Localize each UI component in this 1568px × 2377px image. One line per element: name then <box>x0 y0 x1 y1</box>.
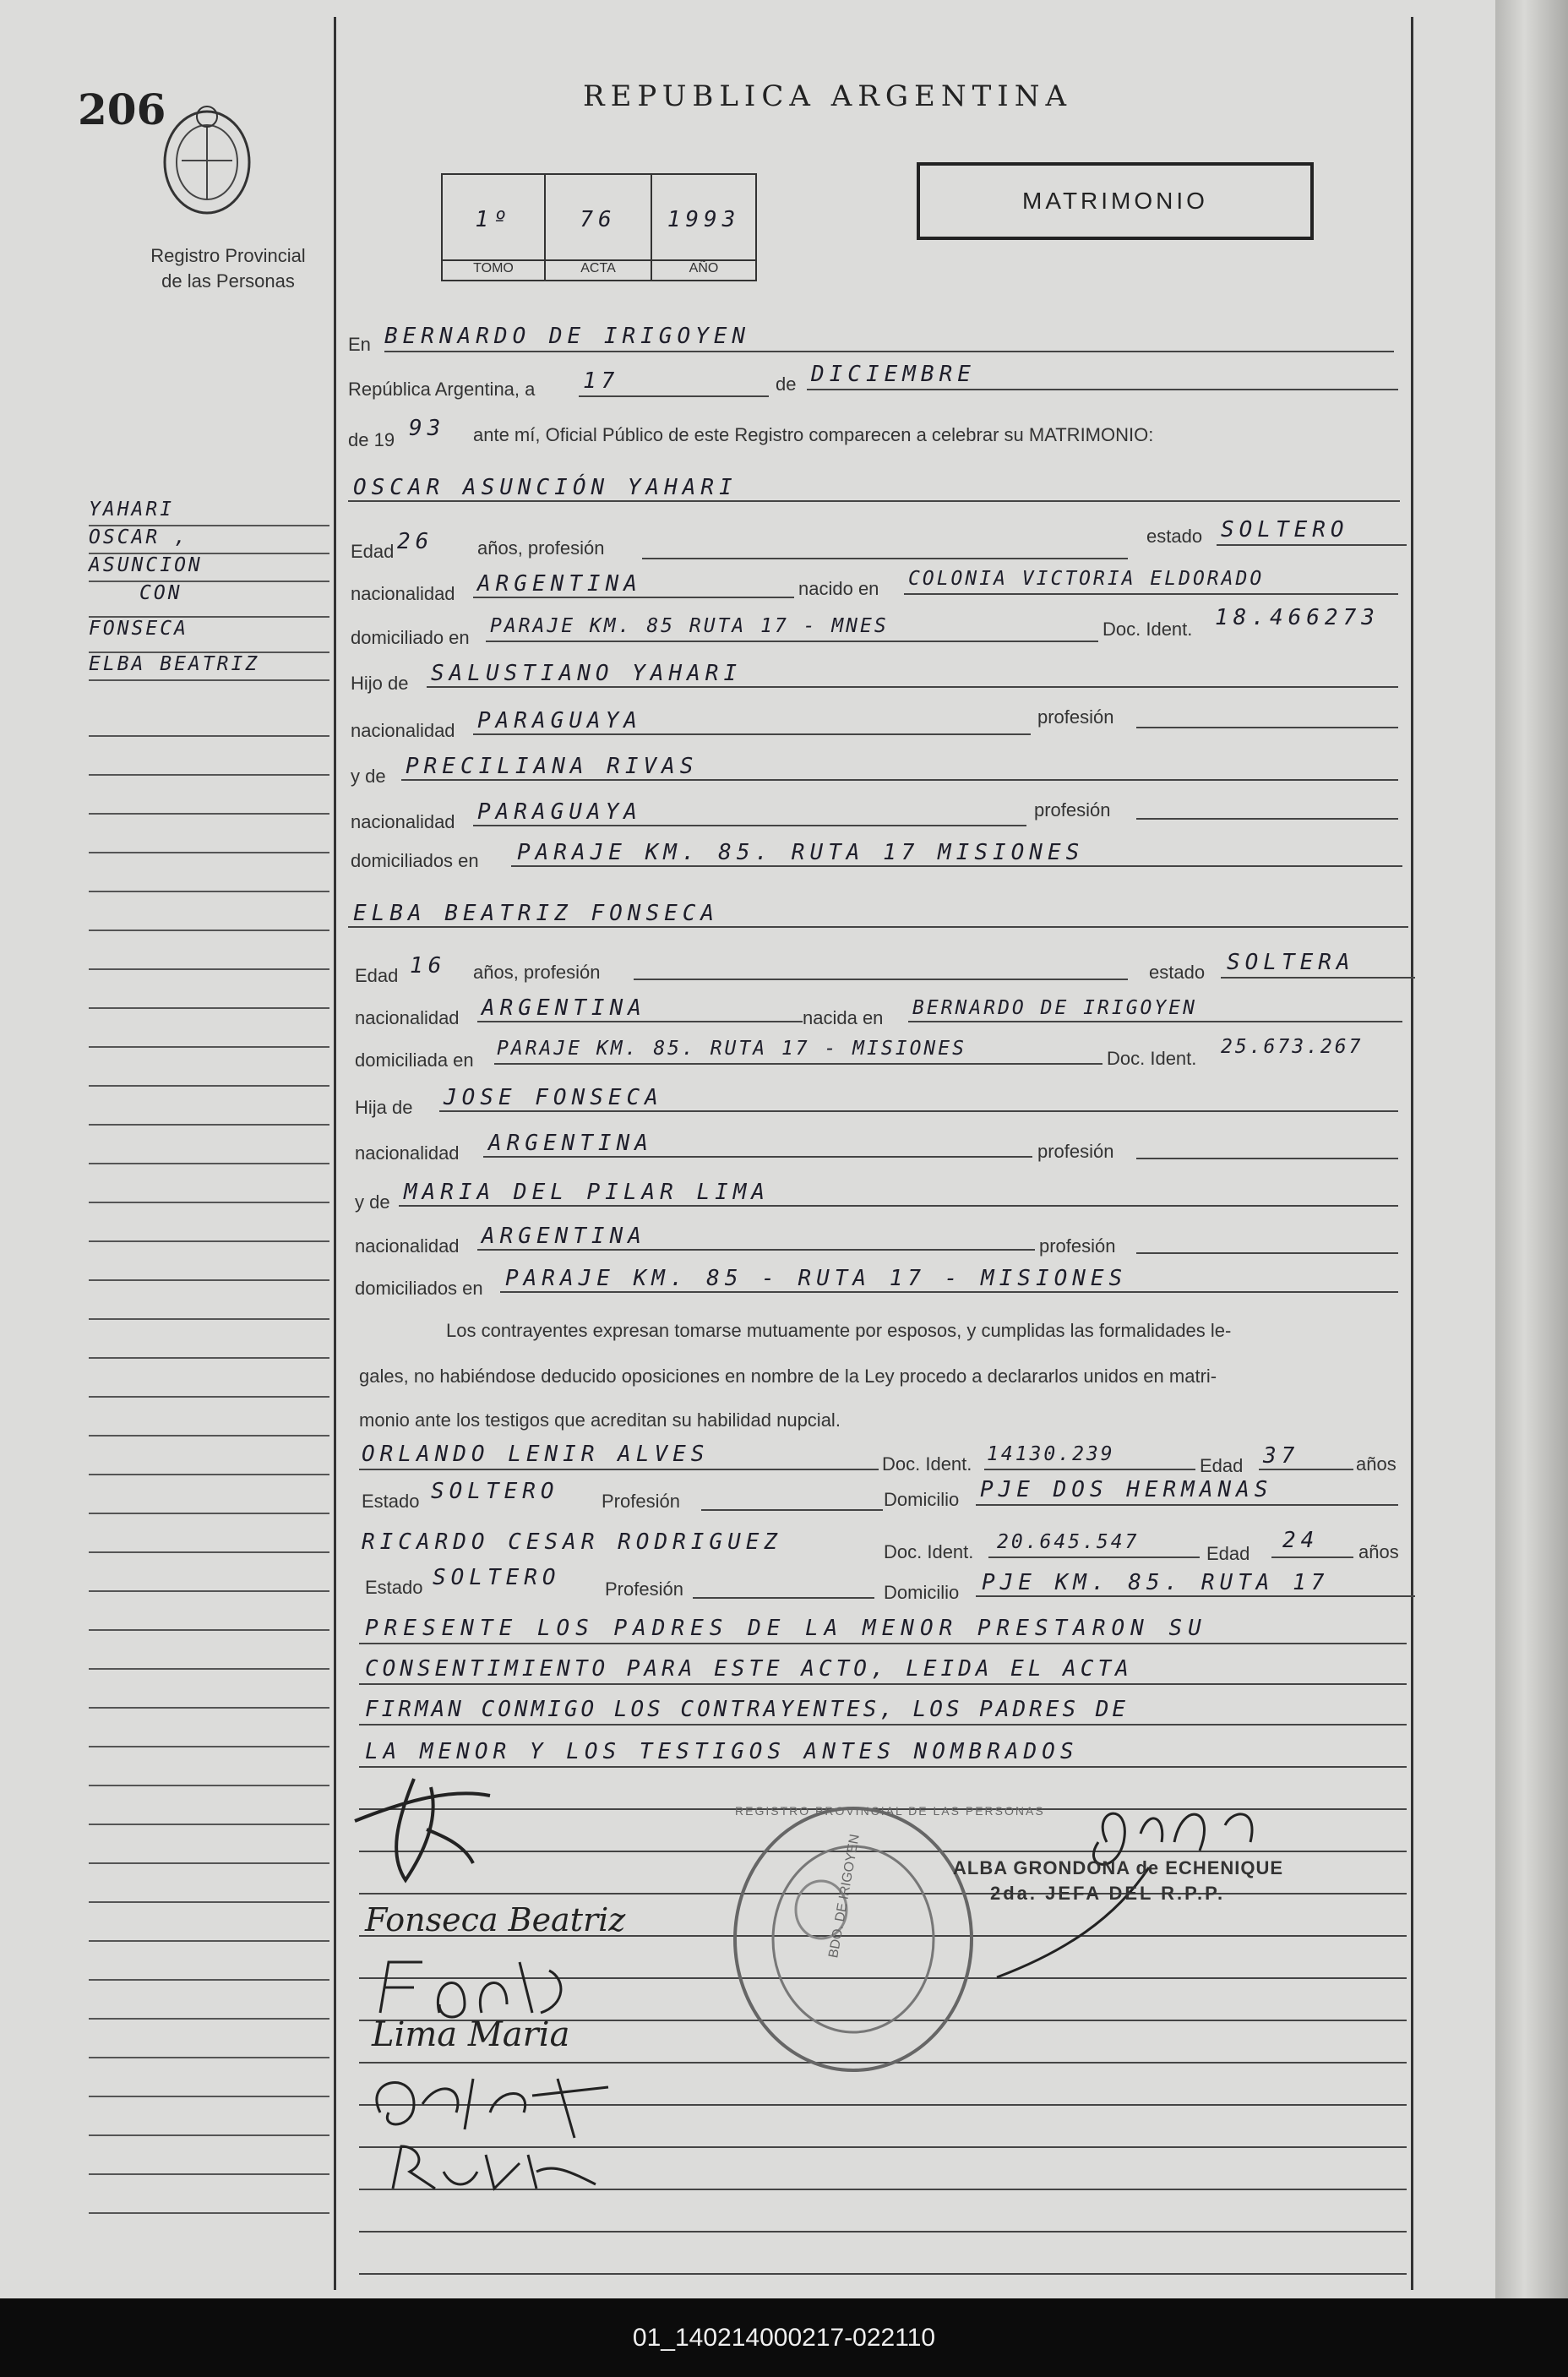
groom-estado-label: estado <box>1146 526 1203 547</box>
bride-doc-label: Doc. Ident. <box>1107 1048 1197 1069</box>
groom-doc-label: Doc. Ident. <box>1102 619 1193 640</box>
bride-father-label: Hija de <box>355 1097 413 1118</box>
seal-inner-text: BDO. DE IRIGOYEN <box>826 1833 863 1960</box>
ano-label: AÑO <box>652 259 755 276</box>
witness2-doc-label: Doc. Ident. <box>884 1541 974 1562</box>
margin-name: ASUNCION <box>89 554 203 576</box>
official-name: ALBA GRONDONA de ECHENIQUE <box>953 1857 1284 1878</box>
groom-father-label: Hijo de <box>351 673 409 694</box>
right-border-line <box>1411 17 1413 2290</box>
bride-birthplace: BERNARDO DE IRIGOYEN <box>912 997 1197 1019</box>
groom-domicile: PARAJE KM. 85 RUTA 17 - MNES <box>490 615 889 637</box>
witness2-dom-label: Domicilio <box>884 1582 960 1603</box>
bride-name: ELBA BEATRIZ FONSECA <box>353 901 720 926</box>
groom-nac-label: nacionalidad <box>351 583 455 604</box>
witness1-domicile: PJE DOS HERMANAS <box>980 1477 1273 1502</box>
groom-parents-dom-label: domiciliados en <box>351 850 479 871</box>
groom-nationality: ARGENTINA <box>477 571 642 597</box>
groom-age: 26 <box>397 529 434 554</box>
tomo-value: 1º <box>475 207 512 232</box>
witness2-anos-label: años <box>1358 1541 1399 1562</box>
bride-mother: MARIA DEL PILAR LIMA <box>404 1180 770 1205</box>
ano-value: 1993 <box>667 207 741 232</box>
bride-domicile: PARAJE KM. 85. RUTA 17 - MISIONES <box>497 1038 966 1060</box>
month-value: DICIEMBRE <box>811 362 976 387</box>
note-line-4: LA MENOR Y LOS TESTIGOS ANTES NOMBRADOS <box>365 1739 1079 1764</box>
margin-divider-line <box>334 17 336 2290</box>
day-value: 17 <box>583 368 620 394</box>
margin-name: ELBA BEATRIZ <box>89 653 260 675</box>
groom-anos-prof-label: años, profesión <box>477 537 605 559</box>
witness2-domicile: PJE KM. 85. RUTA 17 <box>982 1570 1330 1595</box>
signature-father <box>372 1954 574 2021</box>
groom-edad-label: Edad <box>351 541 395 562</box>
coat-of-arms-icon <box>156 101 258 228</box>
margin-name: OSCAR , <box>89 526 188 548</box>
bride-father-nat: ARGENTINA <box>488 1131 653 1156</box>
witness1-name: ORLANDO LENIR ALVES <box>362 1442 710 1467</box>
groom-nacido-label: nacido en <box>798 578 879 599</box>
image-id-footer: 01_140214000217-022110 <box>0 2298 1568 2377</box>
place-value: BERNARDO DE IRIGOYEN <box>384 324 751 349</box>
groom-estado: SOLTERO <box>1221 517 1349 542</box>
bride-nacido-label: nacida en <box>803 1007 884 1028</box>
bride-father-nat-label: nacionalidad <box>355 1142 460 1164</box>
signature-groom <box>346 1770 498 1889</box>
groom-mother-label: y de <box>351 766 386 787</box>
year-suffix: 93 <box>409 416 446 441</box>
groom-mother: PRECILIANA RIVAS <box>406 754 699 779</box>
registry-name: Registro Provincial de las Personas <box>150 245 306 292</box>
acta-label: ACTA <box>546 259 651 276</box>
witness2-doc: 20.645.547 <box>997 1531 1140 1553</box>
note-line-3: FIRMAN CONMIGO LOS CONTRAYENTES, LOS PADRES DE <box>365 1697 1130 1722</box>
declaration-line-1: Los contrayentes expresan tomarse mutuamente por esposos, y cumplidas las formalidades le- <box>446 1320 1232 1341</box>
witness2-prof-label: Profesión <box>605 1578 683 1600</box>
signature-mother: Lima Maria <box>372 2015 570 2054</box>
bride-mother-nat: ARGENTINA <box>482 1224 646 1249</box>
groom-dom-label: domiciliado en <box>351 627 470 648</box>
note-line-1: PRESENTE LOS PADRES DE LA MENOR PRESTARON SU <box>365 1616 1207 1641</box>
bride-estado-label: estado <box>1149 962 1206 983</box>
witness2-age: 24 <box>1282 1528 1320 1553</box>
witness1-doc: 14130.239 <box>987 1443 1115 1465</box>
bride-doc: 25.673.267 <box>1221 1036 1364 1058</box>
witness2-estado: SOLTERO <box>433 1565 561 1590</box>
tomo-label: TOMO <box>443 259 544 276</box>
record-table <box>441 173 757 281</box>
witness1-edad-label: Edad <box>1200 1455 1244 1476</box>
margin-name: CON <box>139 582 182 604</box>
bride-father: JOSE FONSECA <box>444 1085 663 1110</box>
groom-mother-prof-label: profesión <box>1034 799 1111 821</box>
bride-mother-prof-label: profesión <box>1039 1235 1116 1257</box>
official-title: 2da. JEFA DEL R.P.P. <box>990 1883 1226 1904</box>
bride-estado: SOLTERA <box>1227 950 1355 975</box>
witness1-estado-label: Estado <box>362 1491 420 1512</box>
country-title: REPUBLICA ARGENTINA <box>583 79 1073 113</box>
de-label: de <box>776 373 797 395</box>
witness1-doc-label: Doc. Ident. <box>882 1453 972 1475</box>
margin-name: FONSECA <box>89 618 188 640</box>
intro-statement: ante mí, Oficial Público de este Registro comparecen a celebrar su MATRIMONIO: <box>473 424 1154 445</box>
signature-bride: Fonseca Beatriz <box>365 1901 626 1938</box>
signature-witness2 <box>384 2138 604 2197</box>
groom-father-prof-label: profesión <box>1037 706 1114 728</box>
witness2-estado-label: Estado <box>365 1577 423 1598</box>
bride-mother-nat-label: nacionalidad <box>355 1235 460 1257</box>
bride-father-prof-label: profesión <box>1037 1141 1114 1162</box>
bride-anos-prof-label: años, profesión <box>473 962 601 983</box>
witness1-age: 37 <box>1263 1443 1300 1469</box>
year-prefix: de 19 <box>348 429 395 450</box>
acta-value: 76 <box>580 207 617 232</box>
page-number: 206 <box>78 85 166 134</box>
groom-name: OSCAR ASUNCIÓN YAHARI <box>353 475 738 500</box>
note-line-2: CONSENTIMIENTO PARA ESTE ACTO, LEIDA EL ACTA <box>365 1656 1133 1682</box>
groom-mother-nat: PARAGUAYA <box>477 799 642 825</box>
bride-parents-dom-label: domiciliados en <box>355 1278 483 1299</box>
groom-father-nat-label: nacionalidad <box>351 720 455 741</box>
witness1-anos-label: años <box>1356 1453 1396 1475</box>
groom-parents-dom: PARAJE KM. 85. RUTA 17 MISIONES <box>517 840 1085 865</box>
groom-father: SALUSTIANO YAHARI <box>431 661 743 686</box>
declaration-line-3: monio ante los testigos que acreditan su habilidad nupcial. <box>359 1409 841 1431</box>
witness1-dom-label: Domicilio <box>884 1489 960 1510</box>
en-label: En <box>348 334 371 355</box>
bride-nationality: ARGENTINA <box>482 995 646 1021</box>
groom-birthplace: COLONIA VICTORIA ELDORADO <box>908 568 1265 590</box>
bride-mother-label: y de <box>355 1191 390 1213</box>
witness2-name: RICARDO CESAR RODRIGUEZ <box>362 1529 783 1555</box>
witness1-estado: SOLTERO <box>431 1479 559 1504</box>
groom-doc: 18.466273 <box>1215 605 1380 630</box>
witness1-prof-label: Profesión <box>602 1491 680 1512</box>
witness2-edad-label: Edad <box>1206 1543 1250 1564</box>
republica-label: República Argentina, a <box>348 379 536 400</box>
bride-edad-label: Edad <box>355 965 399 986</box>
margin-name: YAHARI <box>89 499 175 521</box>
groom-father-nat: PARAGUAYA <box>477 708 642 733</box>
groom-mother-nat-label: nacionalidad <box>351 811 455 832</box>
bride-nac-label: nacionalidad <box>355 1007 460 1028</box>
document-type-box: MATRIMONIO <box>917 162 1314 240</box>
bride-dom-label: domiciliada en <box>355 1049 474 1071</box>
declaration-line-2: gales, no habiéndose deducido oposiciones en nombre de la Ley procedo a declararlos unidos en matri- <box>359 1366 1217 1387</box>
bride-parents-dom: PARAJE KM. 85 - RUTA 17 - MISIONES <box>505 1266 1128 1291</box>
book-page-edge <box>1495 0 1568 2298</box>
bride-age: 16 <box>410 953 447 979</box>
seal-ring-text: REGISTRO PROVINCIAL DE LAS PERSONAS <box>735 1804 1045 1818</box>
